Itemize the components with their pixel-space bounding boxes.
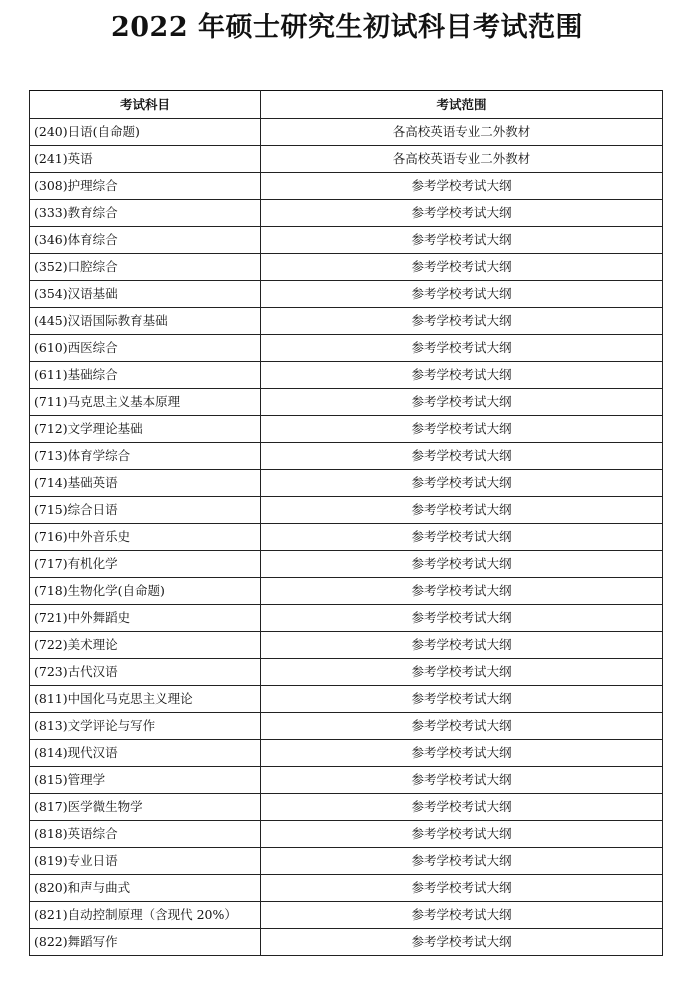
table-row <box>30 632 663 659</box>
table-body <box>30 119 663 956</box>
subject-cell: (820)和声与曲式 <box>30 875 261 902</box>
subject-cell: (308)护理综合 <box>30 173 261 200</box>
scope-cell: 参考学校考试大纲 <box>261 875 663 902</box>
subject-cell: (718)生物化学(自命题) <box>30 578 261 605</box>
scope-cell: 各高校英语专业二外教材 <box>261 146 663 173</box>
subject-cell: (813)文学评论与写作 <box>30 713 261 740</box>
table-row <box>30 821 663 848</box>
scope-cell: 参考学校考试大纲 <box>261 740 663 767</box>
subject-cell: (723)古代汉语 <box>30 659 261 686</box>
table-row <box>30 254 663 281</box>
exam-scope-table <box>29 90 663 956</box>
table-row <box>30 497 663 524</box>
table-row <box>30 686 663 713</box>
table-row <box>30 875 663 902</box>
subject-cell: (610)西医综合 <box>30 335 261 362</box>
table-row <box>30 659 663 686</box>
scope-cell: 参考学校考试大纲 <box>261 281 663 308</box>
table-row <box>30 173 663 200</box>
subject-cell: (713)体育学综合 <box>30 443 261 470</box>
subject-cell: (714)基础英语 <box>30 470 261 497</box>
table-row <box>30 605 663 632</box>
scope-cell: 参考学校考试大纲 <box>261 794 663 821</box>
table-row <box>30 902 663 929</box>
table-row <box>30 524 663 551</box>
scope-cell: 参考学校考试大纲 <box>261 254 663 281</box>
subject-cell: (818)英语综合 <box>30 821 261 848</box>
subject-cell: (240)日语(自命题) <box>30 119 261 146</box>
scope-cell: 参考学校考试大纲 <box>261 902 663 929</box>
table-row <box>30 281 663 308</box>
subject-cell: (352)口腔综合 <box>30 254 261 281</box>
subject-cell: (722)美术理论 <box>30 632 261 659</box>
table-row <box>30 551 663 578</box>
scope-cell: 参考学校考试大纲 <box>261 578 663 605</box>
subject-cell: (354)汉语基础 <box>30 281 261 308</box>
subject-cell: (814)现代汉语 <box>30 740 261 767</box>
table-row <box>30 848 663 875</box>
subject-cell: (811)中国化马克思主义理论 <box>30 686 261 713</box>
table-row <box>30 713 663 740</box>
subject-cell: (715)综合日语 <box>30 497 261 524</box>
subject-cell: (721)中外舞蹈史 <box>30 605 261 632</box>
header-scope: 考试范围 <box>261 91 663 119</box>
scope-cell: 参考学校考试大纲 <box>261 605 663 632</box>
table-row <box>30 119 663 146</box>
table-row <box>30 443 663 470</box>
subject-cell: (817)医学微生物学 <box>30 794 261 821</box>
table-row <box>30 578 663 605</box>
scope-cell: 参考学校考试大纲 <box>261 848 663 875</box>
table-row <box>30 794 663 821</box>
header-subject: 考试科目 <box>30 91 261 119</box>
subject-cell: (241)英语 <box>30 146 261 173</box>
page-title: 2022 年硕士研究生初试科目考试范围 <box>110 12 584 43</box>
table-row <box>30 308 663 335</box>
scope-cell: 参考学校考试大纲 <box>261 632 663 659</box>
scope-cell: 参考学校考试大纲 <box>261 929 663 956</box>
subject-cell: (611)基础综合 <box>30 362 261 389</box>
table-row <box>30 227 663 254</box>
scope-cell: 参考学校考试大纲 <box>261 821 663 848</box>
scope-cell: 参考学校考试大纲 <box>261 443 663 470</box>
scope-cell: 参考学校考试大纲 <box>261 686 663 713</box>
scope-cell: 参考学校考试大纲 <box>261 713 663 740</box>
subject-cell: (711)马克思主义基本原理 <box>30 389 261 416</box>
subject-cell: (712)文学理论基础 <box>30 416 261 443</box>
subject-cell: (716)中外音乐史 <box>30 524 261 551</box>
table-row <box>30 146 663 173</box>
table-row <box>30 335 663 362</box>
subject-cell: (822)舞蹈写作 <box>30 929 261 956</box>
scope-cell: 参考学校考试大纲 <box>261 551 663 578</box>
scope-cell: 参考学校考试大纲 <box>261 659 663 686</box>
scope-cell: 参考学校考试大纲 <box>261 173 663 200</box>
table-row <box>30 740 663 767</box>
scope-cell: 参考学校考试大纲 <box>261 497 663 524</box>
table-row <box>30 416 663 443</box>
scope-cell: 参考学校考试大纲 <box>261 362 663 389</box>
scope-cell: 参考学校考试大纲 <box>261 308 663 335</box>
scope-cell: 参考学校考试大纲 <box>261 767 663 794</box>
table-row <box>30 200 663 227</box>
scope-cell: 参考学校考试大纲 <box>261 200 663 227</box>
subject-cell: (815)管理学 <box>30 767 261 794</box>
table-row <box>30 362 663 389</box>
scope-cell: 参考学校考试大纲 <box>261 335 663 362</box>
subject-cell: (445)汉语国际教育基础 <box>30 308 261 335</box>
scope-cell: 参考学校考试大纲 <box>261 416 663 443</box>
table-row <box>30 929 663 956</box>
subject-cell: (819)专业日语 <box>30 848 261 875</box>
scope-cell: 各高校英语专业二外教材 <box>261 119 663 146</box>
subject-cell: (333)教育综合 <box>30 200 261 227</box>
subject-cell: (821)自动控制原理（含现代 20%） <box>30 902 261 929</box>
table-row <box>30 767 663 794</box>
scope-cell: 参考学校考试大纲 <box>261 470 663 497</box>
scope-cell: 参考学校考试大纲 <box>261 389 663 416</box>
table-row <box>30 470 663 497</box>
table-row <box>30 389 663 416</box>
scope-cell: 参考学校考试大纲 <box>261 524 663 551</box>
subject-cell: (346)体育综合 <box>30 227 261 254</box>
table-header-row <box>30 91 663 119</box>
scope-cell: 参考学校考试大纲 <box>261 227 663 254</box>
subject-cell: (717)有机化学 <box>30 551 261 578</box>
